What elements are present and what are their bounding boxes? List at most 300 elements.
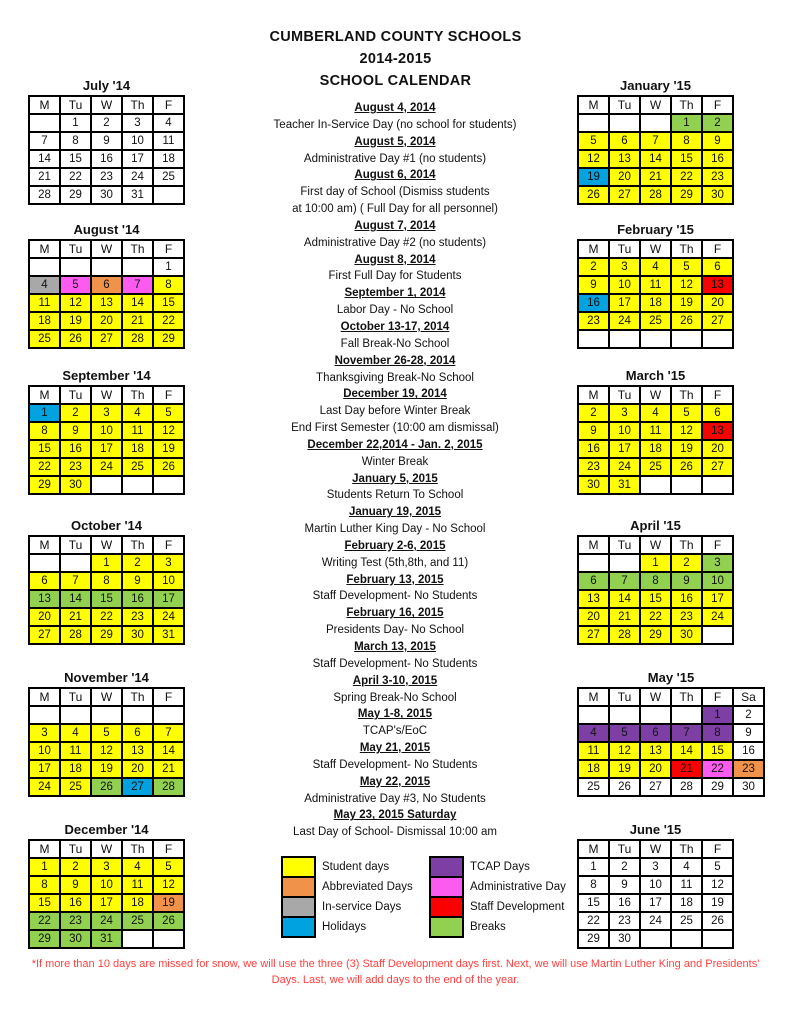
day-cell: 17 — [702, 590, 733, 608]
weekday-header: F — [153, 386, 184, 404]
day-cell: 14 — [153, 742, 184, 760]
weekday-header: F — [702, 688, 733, 706]
weekday-header: W — [640, 96, 671, 114]
event-desc: Thanksgiving Break-No School — [316, 371, 474, 384]
day-cell — [91, 258, 122, 276]
week-row — [578, 554, 733, 572]
week-row — [29, 876, 184, 894]
month-grid — [577, 687, 765, 797]
week-row — [578, 626, 733, 644]
day-cell: 29 — [29, 930, 60, 948]
day-cell: 13 — [122, 742, 153, 760]
event-desc: First day of School (Dismiss students — [300, 186, 490, 199]
weekday-header: M — [29, 96, 60, 114]
day-cell: 9 — [733, 724, 764, 742]
day-cell: 29 — [671, 186, 702, 204]
day-cell: 17 — [91, 894, 122, 912]
event-date: May 22, 2015 — [359, 775, 431, 788]
weekday-header-row — [578, 240, 733, 258]
week-row — [29, 572, 184, 590]
day-cell — [640, 476, 671, 494]
event-date: February 13, 2015 — [346, 573, 444, 586]
event-date: August 6, 2014 — [354, 169, 436, 182]
day-cell: 17 — [640, 894, 671, 912]
week-row — [29, 150, 184, 168]
day-cell — [29, 114, 60, 132]
month-january-15 — [577, 78, 734, 205]
day-cell — [702, 476, 733, 494]
event-date: May 21, 2015 — [359, 742, 431, 755]
day-cell: 16 — [578, 440, 609, 458]
day-cell: 3 — [609, 404, 640, 422]
day-cell: 13 — [702, 276, 733, 294]
day-cell: 19 — [671, 440, 702, 458]
month-grid — [28, 385, 185, 495]
day-cell: 21 — [29, 168, 60, 186]
day-cell: 1 — [640, 554, 671, 572]
day-cell: 21 — [609, 608, 640, 626]
day-cell: 10 — [609, 422, 640, 440]
day-cell: 12 — [153, 876, 184, 894]
document-title: SCHOOL CALENDAR — [319, 73, 472, 89]
weekday-header: Tu — [609, 96, 640, 114]
week-row — [29, 458, 184, 476]
weekday-header-row — [578, 840, 733, 858]
day-cell: 11 — [640, 422, 671, 440]
day-cell: 2 — [122, 554, 153, 572]
day-cell: 24 — [640, 912, 671, 930]
day-cell: 22 — [702, 760, 733, 778]
day-cell: 23 — [578, 458, 609, 476]
day-cell: 20 — [702, 294, 733, 312]
weekday-header: M — [578, 96, 609, 114]
day-cell: 13 — [702, 422, 733, 440]
day-cell: 11 — [122, 422, 153, 440]
legend-swatch-admin — [429, 876, 464, 898]
event-desc: Administrative Day #1 (no students) — [303, 152, 487, 165]
week-row — [29, 294, 184, 312]
day-cell: 7 — [671, 724, 702, 742]
week-row — [578, 132, 733, 150]
month-title: April '15 — [630, 518, 681, 533]
weekday-header: Tu — [609, 240, 640, 258]
day-cell — [91, 706, 122, 724]
day-cell: 28 — [609, 626, 640, 644]
day-cell: 30 — [609, 930, 640, 948]
day-cell: 15 — [91, 590, 122, 608]
month-november-14 — [28, 670, 185, 797]
day-cell: 4 — [60, 724, 91, 742]
day-cell: 13 — [578, 590, 609, 608]
day-cell — [671, 930, 702, 948]
day-cell: 3 — [91, 404, 122, 422]
day-cell: 27 — [91, 330, 122, 348]
day-cell: 12 — [671, 422, 702, 440]
day-cell — [60, 258, 91, 276]
day-cell: 22 — [60, 168, 91, 186]
event-date: August 7, 2014 — [354, 219, 436, 232]
day-cell: 8 — [640, 572, 671, 590]
day-cell: 30 — [60, 930, 91, 948]
day-cell: 5 — [153, 404, 184, 422]
event-desc: Students Return To School — [326, 489, 464, 502]
day-cell: 4 — [122, 404, 153, 422]
weekday-header: Th — [122, 386, 153, 404]
day-cell: 16 — [122, 590, 153, 608]
week-row — [29, 276, 184, 294]
weekday-header: W — [640, 688, 671, 706]
day-cell — [29, 258, 60, 276]
weekday-header: Th — [122, 96, 153, 114]
day-cell — [578, 554, 609, 572]
day-cell: 9 — [702, 132, 733, 150]
day-cell — [578, 114, 609, 132]
day-cell: 6 — [609, 132, 640, 150]
weekday-header: Sa — [733, 688, 764, 706]
day-cell: 22 — [640, 608, 671, 626]
day-cell: 25 — [640, 458, 671, 476]
event-desc: Writing Test (5th,8th, and 11) — [321, 556, 469, 569]
weekday-header: Th — [671, 96, 702, 114]
week-row — [578, 476, 733, 494]
day-cell: 17 — [153, 590, 184, 608]
event-desc: TCAP's/EoC — [362, 725, 428, 738]
month-title: October '14 — [70, 518, 142, 533]
week-row — [578, 150, 733, 168]
day-cell: 8 — [671, 132, 702, 150]
event-desc: Administrative Day #3, No Students — [304, 792, 486, 805]
day-cell — [640, 330, 671, 348]
day-cell: 10 — [91, 422, 122, 440]
day-cell: 10 — [91, 876, 122, 894]
day-cell: 4 — [122, 858, 153, 876]
weekday-header: M — [578, 386, 609, 404]
weekday-header: Th — [671, 536, 702, 554]
week-row — [578, 422, 733, 440]
day-cell: 19 — [153, 894, 184, 912]
event-desc: at 10:00 am) ( Full Day for all personnel) — [292, 203, 498, 216]
weekday-header-row — [578, 536, 733, 554]
week-row — [29, 186, 184, 204]
day-cell: 12 — [609, 742, 640, 760]
day-cell: 27 — [609, 186, 640, 204]
event-date: December 22,2014 - Jan. 2, 2015 — [307, 438, 483, 451]
day-cell: 17 — [91, 440, 122, 458]
day-cell: 11 — [122, 876, 153, 894]
day-cell: 27 — [702, 458, 733, 476]
day-cell: 13 — [609, 150, 640, 168]
week-row — [29, 858, 184, 876]
day-cell: 24 — [702, 608, 733, 626]
day-cell: 5 — [671, 404, 702, 422]
weekday-header-row — [29, 96, 184, 114]
footnote-line-2: Days. Last, we will add days to the end of the year. — [271, 974, 520, 986]
legend-row — [429, 896, 566, 918]
legend-label: Staff Development — [470, 901, 565, 913]
weekday-header-row — [29, 386, 184, 404]
day-cell: 13 — [640, 742, 671, 760]
month-title: March '15 — [625, 368, 686, 383]
weekday-header: Tu — [60, 536, 91, 554]
legend-label: Holidays — [322, 921, 367, 933]
day-cell: 31 — [122, 186, 153, 204]
legend-swatch-tcap — [429, 856, 464, 878]
day-cell: 23 — [60, 458, 91, 476]
day-cell: 12 — [578, 150, 609, 168]
day-cell: 8 — [153, 276, 184, 294]
day-cell: 11 — [153, 132, 184, 150]
day-cell: 23 — [702, 168, 733, 186]
day-cell: 20 — [29, 608, 60, 626]
month-grid — [28, 839, 185, 949]
day-cell: 16 — [609, 894, 640, 912]
weekday-header: Tu — [60, 386, 91, 404]
day-cell: 20 — [609, 168, 640, 186]
day-cell: 7 — [640, 132, 671, 150]
day-cell: 30 — [91, 186, 122, 204]
event-date: November 26-28, 2014 — [334, 354, 456, 367]
weekday-header-row — [578, 386, 733, 404]
event-desc: Spring Break-No School — [333, 691, 457, 704]
day-cell — [60, 706, 91, 724]
legend-label: Abbreviated Days — [322, 881, 413, 893]
events-list — [225, 100, 565, 841]
day-cell: 18 — [671, 894, 702, 912]
weekday-header: W — [640, 536, 671, 554]
event-desc: Winter Break — [361, 455, 429, 468]
day-cell: 24 — [91, 458, 122, 476]
day-cell: 8 — [578, 876, 609, 894]
month-title: June '15 — [629, 822, 682, 837]
day-cell: 30 — [733, 778, 764, 796]
snow-days-footnote — [0, 956, 791, 988]
day-cell: 27 — [29, 626, 60, 644]
day-cell: 22 — [671, 168, 702, 186]
day-cell: 1 — [578, 858, 609, 876]
day-cell: 21 — [640, 168, 671, 186]
day-cell: 19 — [60, 312, 91, 330]
week-row — [29, 404, 184, 422]
day-cell: 3 — [153, 554, 184, 572]
month-march-15 — [577, 368, 734, 495]
day-cell: 14 — [640, 150, 671, 168]
day-cell — [671, 476, 702, 494]
month-title: November '14 — [64, 670, 149, 685]
day-cell: 5 — [91, 724, 122, 742]
weekday-header-row — [29, 840, 184, 858]
week-row — [578, 168, 733, 186]
week-row — [578, 912, 733, 930]
day-cell: 6 — [122, 724, 153, 742]
day-cell — [671, 706, 702, 724]
day-cell: 7 — [609, 572, 640, 590]
school-year: 2014-2015 — [359, 51, 432, 67]
day-cell: 29 — [60, 186, 91, 204]
month-grid — [28, 239, 185, 349]
legend-row — [429, 916, 566, 938]
day-cell: 16 — [702, 150, 733, 168]
weekday-header: F — [702, 536, 733, 554]
weekday-header: M — [29, 688, 60, 706]
day-cell: 23 — [671, 608, 702, 626]
day-cell: 23 — [609, 912, 640, 930]
day-cell: 4 — [29, 276, 60, 294]
day-cell: 7 — [60, 572, 91, 590]
week-row — [29, 476, 184, 494]
week-row — [578, 706, 764, 724]
week-row — [29, 706, 184, 724]
day-cell: 9 — [671, 572, 702, 590]
week-row — [578, 760, 764, 778]
week-row — [29, 132, 184, 150]
day-cell: 20 — [91, 312, 122, 330]
day-cell: 4 — [153, 114, 184, 132]
day-cell: 27 — [702, 312, 733, 330]
day-cell: 9 — [578, 422, 609, 440]
day-cell: 15 — [60, 150, 91, 168]
event-date: April 3-10, 2015 — [352, 674, 438, 687]
day-cell: 11 — [671, 876, 702, 894]
day-cell: 26 — [671, 458, 702, 476]
event-date: January 19, 2015 — [348, 506, 442, 519]
day-cell: 11 — [60, 742, 91, 760]
legend-label: Student days — [322, 861, 390, 873]
weekday-header: M — [29, 240, 60, 258]
day-cell: 28 — [29, 186, 60, 204]
legend-swatch-abbrev — [281, 876, 316, 898]
day-cell: 31 — [91, 930, 122, 948]
day-cell: 27 — [640, 778, 671, 796]
legend-row — [281, 916, 413, 938]
day-cell — [153, 186, 184, 204]
day-cell: 3 — [91, 858, 122, 876]
day-cell — [640, 114, 671, 132]
day-cell: 16 — [91, 150, 122, 168]
month-title: August '14 — [73, 222, 140, 237]
weekday-header-row — [578, 96, 733, 114]
day-cell — [122, 258, 153, 276]
day-cell: 9 — [91, 132, 122, 150]
day-cell: 28 — [671, 778, 702, 796]
day-cell: 1 — [29, 858, 60, 876]
day-cell: 17 — [29, 760, 60, 778]
event-date: October 13-17, 2014 — [340, 320, 450, 333]
week-row — [578, 294, 733, 312]
weekday-header: F — [702, 96, 733, 114]
legend-row — [281, 876, 413, 898]
day-cell: 31 — [609, 476, 640, 494]
legend-swatch-student — [281, 856, 316, 878]
day-cell: 25 — [671, 912, 702, 930]
month-june-15 — [577, 822, 734, 949]
day-cell: 2 — [733, 706, 764, 724]
day-cell: 2 — [60, 404, 91, 422]
day-cell: 24 — [609, 458, 640, 476]
day-cell: 15 — [702, 742, 733, 760]
month-grid — [577, 95, 734, 205]
day-cell: 5 — [153, 858, 184, 876]
day-cell: 19 — [702, 894, 733, 912]
weekday-header: F — [702, 240, 733, 258]
week-row — [578, 778, 764, 796]
weekday-header: W — [640, 240, 671, 258]
event-desc: Presidents Day- No School — [325, 624, 465, 637]
weekday-header: F — [702, 840, 733, 858]
day-cell — [671, 330, 702, 348]
event-date: August 4, 2014 — [354, 102, 436, 114]
week-row — [29, 760, 184, 778]
day-cell: 4 — [640, 404, 671, 422]
day-cell: 9 — [60, 422, 91, 440]
week-row — [578, 330, 733, 348]
day-cell: 22 — [29, 458, 60, 476]
weekday-header: F — [702, 386, 733, 404]
week-row — [578, 276, 733, 294]
day-cell: 16 — [578, 294, 609, 312]
week-row — [578, 186, 733, 204]
day-cell: 25 — [60, 778, 91, 796]
day-cell: 20 — [122, 760, 153, 778]
week-row — [578, 858, 733, 876]
month-grid — [577, 839, 734, 949]
footnote-line-1: *If more than 10 days are missed for snow, we will use the three (3) Staff Development days first. Next, we will use Martin Luther King and Presidents' — [31, 958, 760, 970]
weekday-header: M — [29, 386, 60, 404]
week-row — [29, 440, 184, 458]
day-cell: 22 — [29, 912, 60, 930]
day-cell: 29 — [91, 626, 122, 644]
day-cell: 2 — [578, 404, 609, 422]
week-row — [29, 894, 184, 912]
day-cell — [609, 554, 640, 572]
day-cell: 30 — [122, 626, 153, 644]
week-row — [578, 440, 733, 458]
day-cell: 1 — [671, 114, 702, 132]
day-cell — [29, 554, 60, 572]
month-title: January '15 — [619, 78, 692, 93]
month-august-14 — [28, 222, 185, 349]
day-cell: 6 — [702, 258, 733, 276]
day-cell: 30 — [702, 186, 733, 204]
day-cell: 1 — [91, 554, 122, 572]
week-row — [29, 626, 184, 644]
legend-right — [429, 856, 566, 938]
day-cell: 19 — [91, 760, 122, 778]
weekday-header: F — [153, 240, 184, 258]
day-cell — [702, 930, 733, 948]
week-row — [29, 554, 184, 572]
week-row — [578, 930, 733, 948]
day-cell: 2 — [60, 858, 91, 876]
day-cell: 15 — [640, 590, 671, 608]
day-cell: 16 — [671, 590, 702, 608]
day-cell: 25 — [578, 778, 609, 796]
event-date: August 5, 2014 — [354, 135, 436, 148]
week-row — [578, 114, 733, 132]
event-desc: Staff Development- No Students — [312, 590, 478, 603]
day-cell: 29 — [153, 330, 184, 348]
event-date: May 1-8, 2015 — [357, 708, 433, 721]
day-cell: 29 — [702, 778, 733, 796]
day-cell: 14 — [122, 294, 153, 312]
day-cell: 23 — [733, 760, 764, 778]
day-cell — [578, 706, 609, 724]
weekday-header: M — [578, 240, 609, 258]
event-desc: Labor Day - No School — [336, 304, 454, 317]
weekday-header: W — [91, 386, 122, 404]
day-cell: 1 — [29, 404, 60, 422]
day-cell: 25 — [29, 330, 60, 348]
week-row — [29, 312, 184, 330]
